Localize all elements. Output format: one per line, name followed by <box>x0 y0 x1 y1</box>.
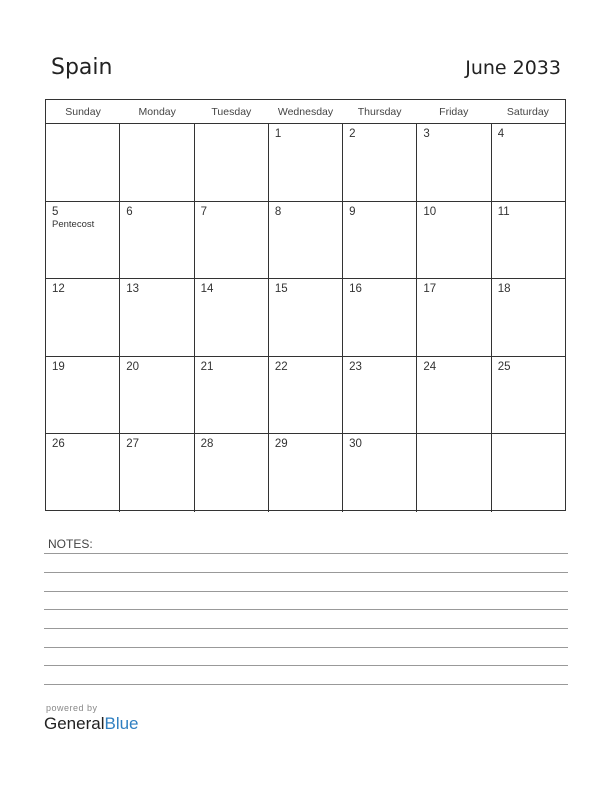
day-number: 1 <box>274 128 282 140</box>
day-number: 4 <box>497 128 505 140</box>
day-cell <box>46 124 120 201</box>
day-cell <box>269 279 343 356</box>
day-number: 13 <box>126 283 140 295</box>
weekday-header: Thursday <box>357 106 402 118</box>
day-number: 16 <box>349 283 362 295</box>
powered-by-text: powered by <box>46 703 98 713</box>
day-cell <box>269 202 343 279</box>
day-cell <box>120 279 194 356</box>
day-cell <box>343 279 417 356</box>
day-cell <box>46 434 120 512</box>
day-cell <box>417 357 491 434</box>
weekday-header: Saturday <box>506 106 549 118</box>
day-number: 24 <box>423 360 437 373</box>
day-cell <box>269 357 343 434</box>
day-cell <box>269 124 343 201</box>
day-number: 6 <box>126 205 133 218</box>
day-number: 18 <box>497 283 511 295</box>
day-number: 26 <box>52 438 65 450</box>
day-cell <box>46 357 120 434</box>
brand-name <box>44 714 139 734</box>
day-number: 21 <box>200 360 214 373</box>
calendar-grid <box>45 99 566 511</box>
country-title: Spain <box>51 55 113 80</box>
day-number: 9 <box>349 205 356 218</box>
day-cell <box>492 202 565 279</box>
notes-line <box>44 609 568 610</box>
notes-line <box>44 684 568 685</box>
day-cell <box>343 202 417 279</box>
day-cell <box>343 357 417 434</box>
week-row <box>46 357 565 435</box>
brand-name-part2: Blue <box>104 714 139 733</box>
weekday-header: Sunday <box>65 106 101 118</box>
day-cell <box>417 279 491 356</box>
brand-name-part1: General <box>44 714 105 733</box>
day-cell <box>343 434 417 512</box>
day-cell <box>120 202 194 279</box>
day-cell <box>417 124 491 201</box>
day-number: 19 <box>52 360 65 373</box>
week-row <box>46 434 565 512</box>
notes-line <box>44 647 568 648</box>
notes-line <box>44 572 568 573</box>
day-cell <box>417 202 491 279</box>
day-number: 30 <box>349 438 362 450</box>
day-number: 5 <box>52 205 59 218</box>
day-cell <box>492 434 565 512</box>
day-cell <box>492 357 565 434</box>
day-cell <box>492 279 565 356</box>
day-number: 15 <box>274 283 288 295</box>
day-number: 14 <box>200 283 214 295</box>
day-cell <box>269 434 343 512</box>
day-number: 25 <box>497 360 511 373</box>
weekday-header: Monday <box>138 106 176 118</box>
day-number: 22 <box>274 360 288 373</box>
day-cell <box>46 202 120 279</box>
day-cell <box>195 357 269 434</box>
month-year-title: June 2033 <box>465 57 561 79</box>
day-number: 8 <box>274 205 282 218</box>
notes-line <box>44 628 568 629</box>
notes-line <box>44 553 568 554</box>
day-cell <box>492 124 565 201</box>
weekday-header: Wednesday <box>277 106 334 118</box>
day-cell <box>417 434 491 512</box>
day-number: 23 <box>349 360 362 373</box>
day-number: 11 <box>497 205 510 218</box>
notes-line <box>44 591 568 592</box>
weekday-header: Friday <box>439 106 469 118</box>
day-cell <box>195 124 269 201</box>
day-number: 27 <box>126 438 140 450</box>
day-number: 7 <box>200 205 207 218</box>
day-cell <box>343 124 417 201</box>
day-number: 20 <box>126 360 140 373</box>
day-number: 10 <box>423 205 437 218</box>
day-number: 3 <box>423 128 430 140</box>
day-cell <box>195 279 269 356</box>
week-row <box>46 124 565 202</box>
day-number: 17 <box>423 283 437 295</box>
brand-logo <box>44 703 139 734</box>
day-cell <box>120 357 194 434</box>
day-number: 2 <box>349 128 356 140</box>
day-cell <box>120 124 194 201</box>
day-cell <box>195 434 269 512</box>
weekday-header: Tuesday <box>211 106 252 118</box>
week-row <box>46 202 565 280</box>
day-cell <box>195 202 269 279</box>
week-row <box>46 279 565 357</box>
weekday-header-row <box>46 100 565 124</box>
day-number: 12 <box>52 283 65 295</box>
day-number: 28 <box>200 438 214 450</box>
notes-line <box>44 665 568 666</box>
day-cell <box>46 279 120 356</box>
holiday-label: Pentecost <box>52 218 95 230</box>
day-cell <box>120 434 194 512</box>
notes-label: NOTES: <box>48 537 93 551</box>
day-number: 29 <box>274 438 288 450</box>
